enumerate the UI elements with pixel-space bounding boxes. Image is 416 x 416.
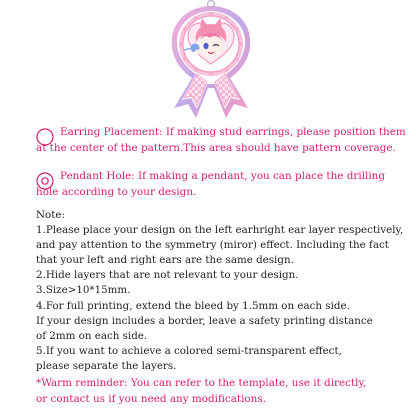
notes-line: 5.If you want to achieve a colored semi-transparent effect, [36,344,342,357]
character-hand [195,50,202,55]
notes-line: 1.Please place your design on the left earhright ear layer respectively, [36,224,404,237]
legend-earring-placement [36,124,406,156]
notes-line: that your left and right ears are the same design. [36,254,294,267]
notes-line: and pay attention to the symmetry (miror) effect. Including the fact [36,239,389,252]
notes-block [36,208,408,374]
anime-rosette-charm-illustration [150,0,272,120]
character-mouth [208,52,214,54]
notes-heading: Note: [36,209,65,221]
warm-reminder-line-1: *Warm reminder: You can refer to the template, use it directly, [36,377,367,389]
notes-line: If your design includes a border, leave a safety printing distance [36,314,373,327]
drill-hole-icon [36,172,54,190]
pendant-hole-desc-2: hole according to your design. [36,186,197,198]
notes-line: 4.For full printing, extend the bleed by 1.5mm on each side. [36,299,350,312]
legend-pendant-hole [36,168,406,200]
warm-reminder-line-2: or contact us if you need any modifications. [36,392,266,405]
notes-line: 2.Hide layers that are not relevant to your design. [36,269,299,282]
warm-reminder [36,376,408,407]
earring-placement-desc-1: If making stud earrings, please position them [162,126,406,138]
notes-line: 3.Size>10*15mm. [36,284,131,297]
outline-ring-icon [36,128,54,146]
pendant-hole-label: Pendant Hole: [60,170,135,182]
earring-placement-desc-2: at the center of the pattern.This area should have pattern coverage. [36,142,396,154]
pendant-hole-desc-1: If making a pendant, you can place the drilling [134,170,386,182]
character-left-eye [203,43,208,49]
earring-placement-text [36,124,406,156]
notes-line: please separate the layers. [36,359,177,372]
earring-placement-label: Earring Placement: [60,126,163,138]
pendant-hole-text [36,168,386,200]
notes-line: of 2mm on each side. [36,329,148,342]
hero-charm-illustration [150,0,272,120]
